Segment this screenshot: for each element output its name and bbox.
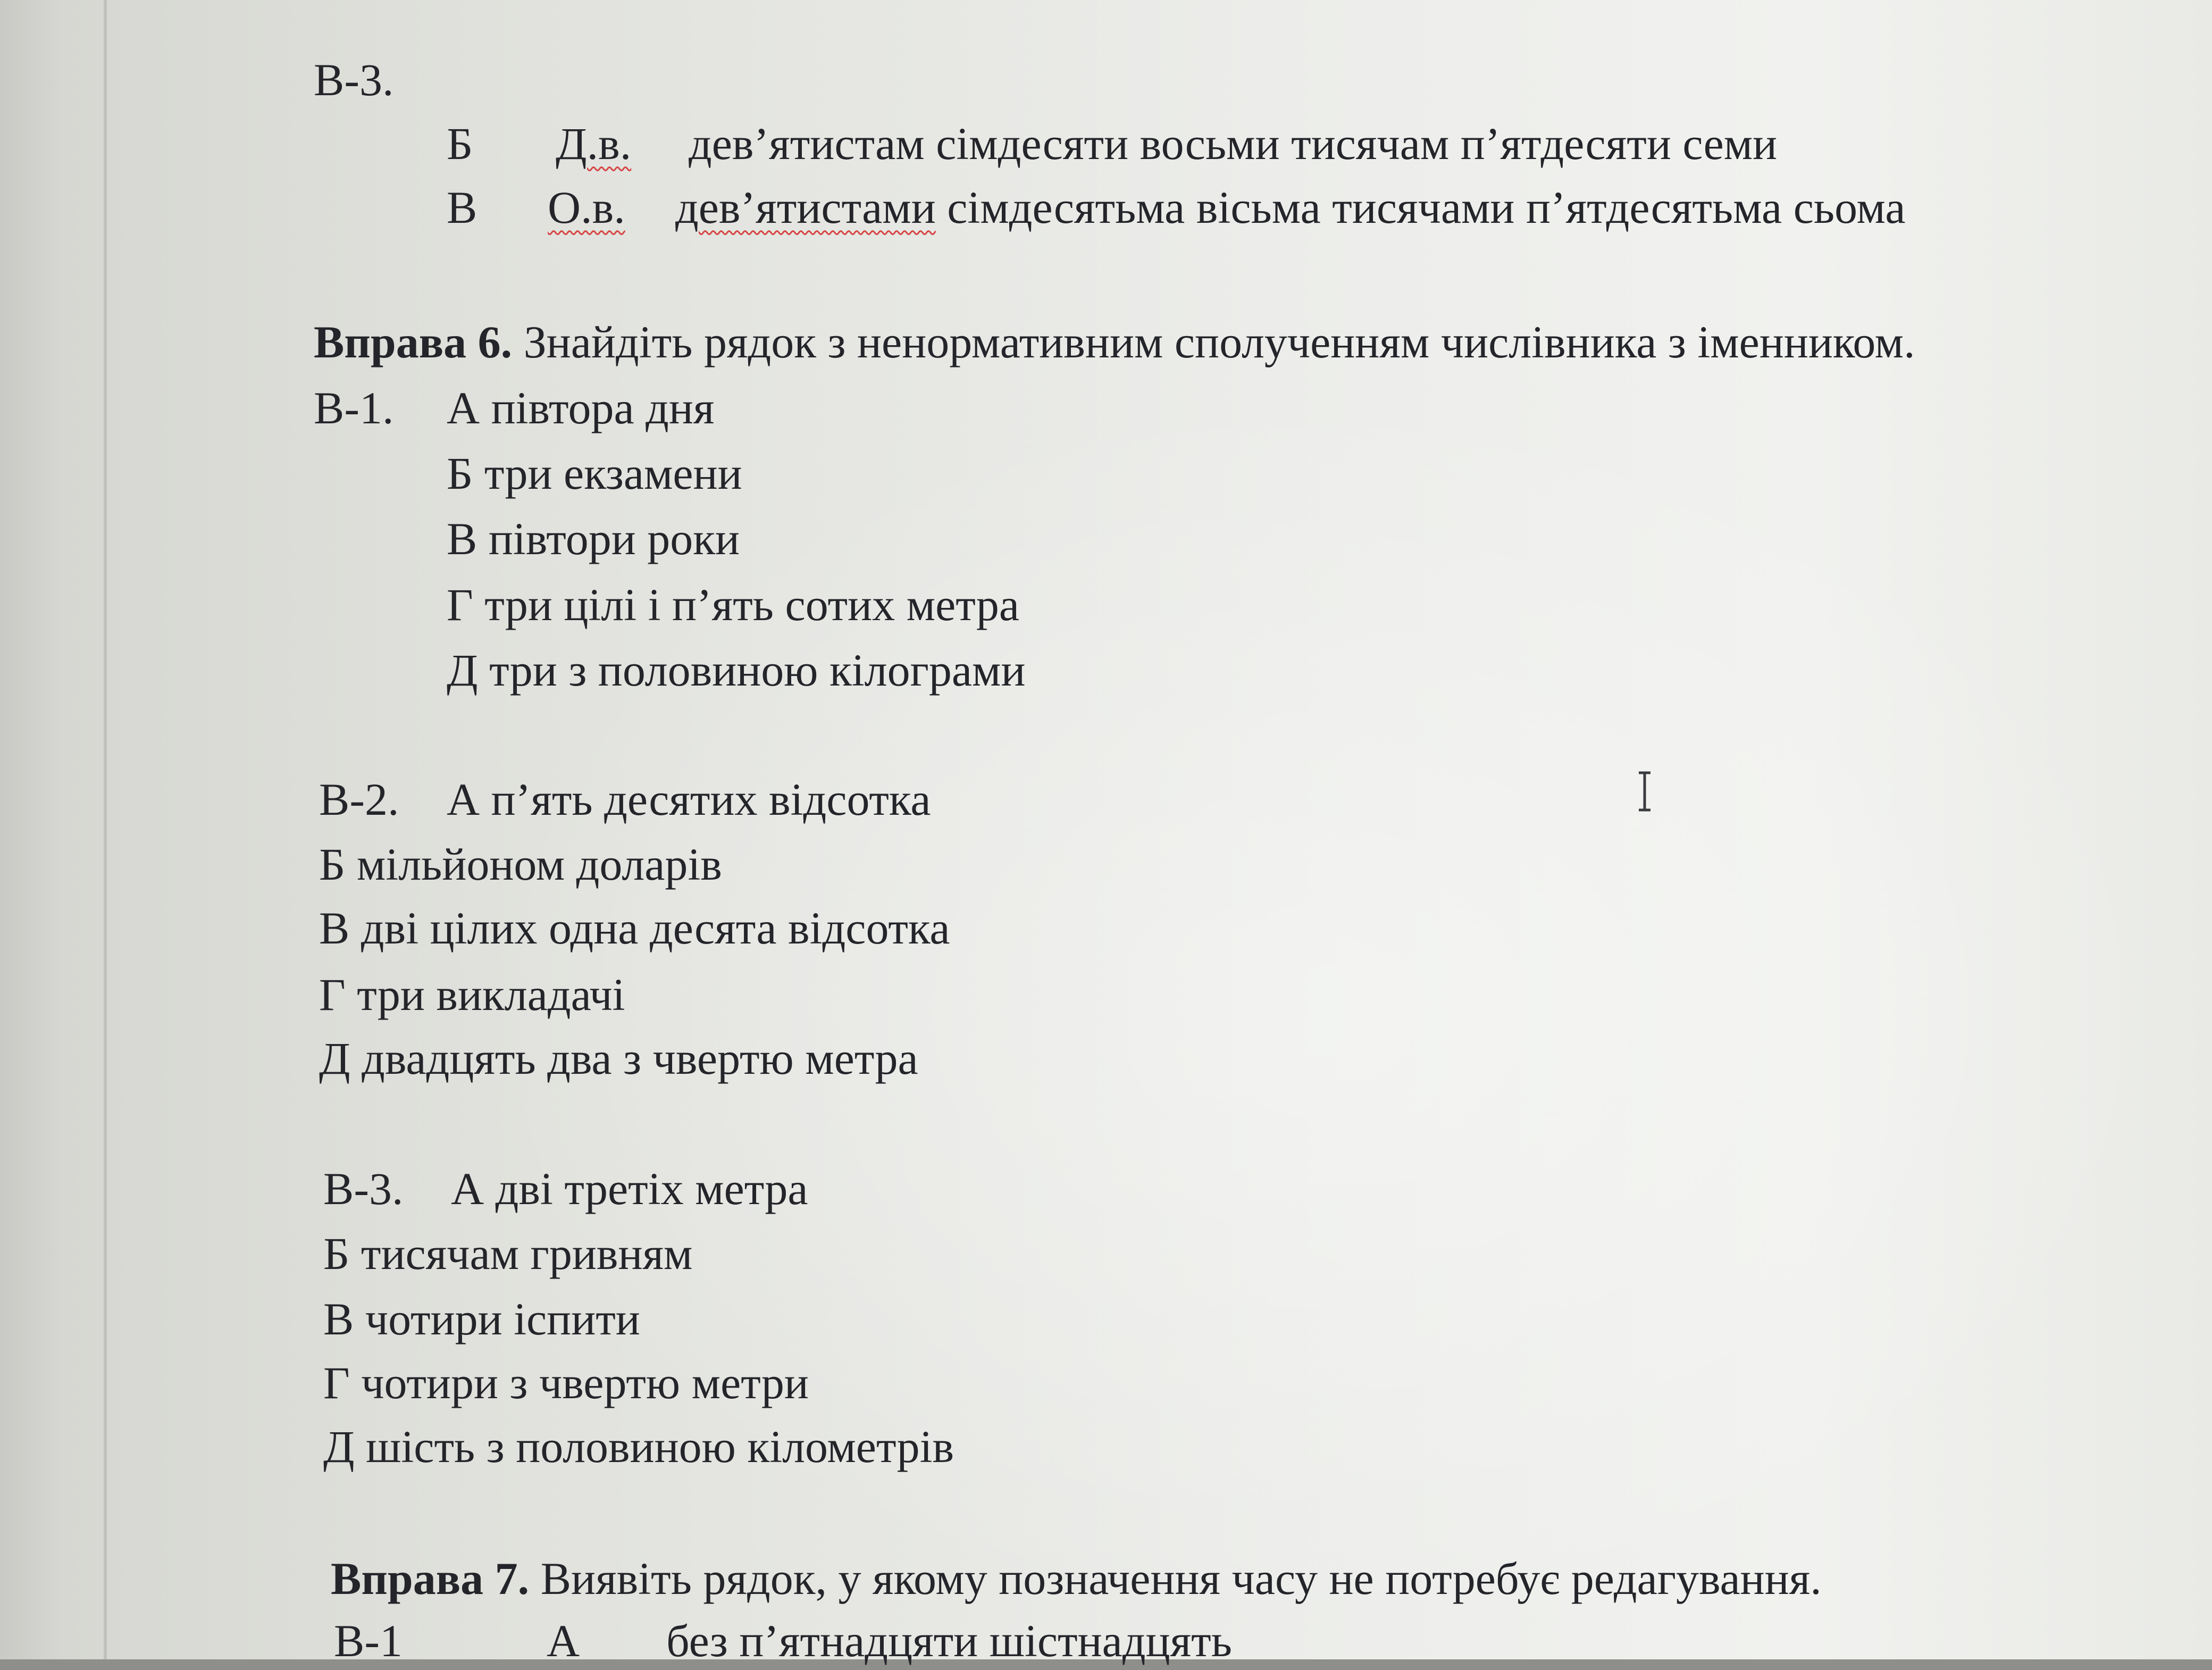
answer-line xyxy=(323,1159,808,1218)
exercise-instruction: Знайдіть рядок з ненормативним сполученням числівника з іменником. xyxy=(512,316,1915,368)
answer-line xyxy=(447,178,1906,237)
answer-line: Г чотири з чвертю метри xyxy=(323,1357,809,1408)
answer-line: Г три цілі і п’ять сотих метра xyxy=(447,579,1020,630)
answer-line: В півтори роки xyxy=(447,513,740,564)
exercise-instruction: Виявіть рядок, у якому позначення часу не потребує редагування. xyxy=(529,1553,1822,1604)
misspelled-word: дев’ятистами xyxy=(675,182,936,233)
page-left-edge xyxy=(104,0,107,1659)
answer-line: В дві цілих одна десята відсотка xyxy=(319,903,950,954)
exercise-number: Вправа 6. xyxy=(314,316,513,368)
answer-line xyxy=(334,1611,1232,1670)
exercise-6-title xyxy=(314,313,1915,371)
answer-line: Б мільйоном доларів xyxy=(319,839,722,890)
answer-letter: А xyxy=(547,1615,580,1666)
answer-line: Д шість з половиною кілометрів xyxy=(323,1421,954,1472)
variant-label: В-1 xyxy=(334,1615,403,1666)
case-abbrev: Д.в. xyxy=(556,118,632,169)
variant-label: В-1. xyxy=(314,382,394,433)
exercise-7-title xyxy=(331,1549,1822,1608)
variant-label: В-3. xyxy=(323,1163,404,1214)
text-cursor-icon xyxy=(1638,771,1652,812)
answer-line: Б тисячам гривням xyxy=(323,1228,693,1279)
answer-text: сімдесятьма вісьма тисячами п’ятдесятьма сьома xyxy=(935,182,1906,233)
answer-text: дев’ятистам сімдесяти восьми тисячам п’ятдесяти семи xyxy=(689,118,1778,169)
answer-line xyxy=(447,114,1777,173)
answer-text: А півтора дня xyxy=(447,382,715,433)
answer-letter: В xyxy=(447,182,477,233)
variant-label: В-3. xyxy=(314,54,394,105)
answer-line: Д три з половиною кілограми xyxy=(447,645,1026,696)
answer-line: Г три викладачі xyxy=(319,969,625,1020)
answer-line: Б три екзамени xyxy=(447,448,742,499)
variant-label: В-2. xyxy=(319,774,399,825)
answer-line xyxy=(319,770,931,829)
answer-text: А п’ять десятих відсотка xyxy=(447,774,931,825)
answer-text: А дві третіх метра xyxy=(451,1163,808,1214)
case-abbrev: О.в. xyxy=(548,182,625,233)
answer-line: Д двадцять два з чвертю метра xyxy=(319,1033,918,1084)
answer-line: В чотири іспити xyxy=(323,1293,640,1345)
answer-text: без п’ятнадцяти шістнадцять xyxy=(666,1615,1232,1666)
exercise-number: Вправа 7. xyxy=(331,1553,530,1604)
answer-line xyxy=(314,379,714,437)
answer-letter: Б xyxy=(447,118,473,169)
